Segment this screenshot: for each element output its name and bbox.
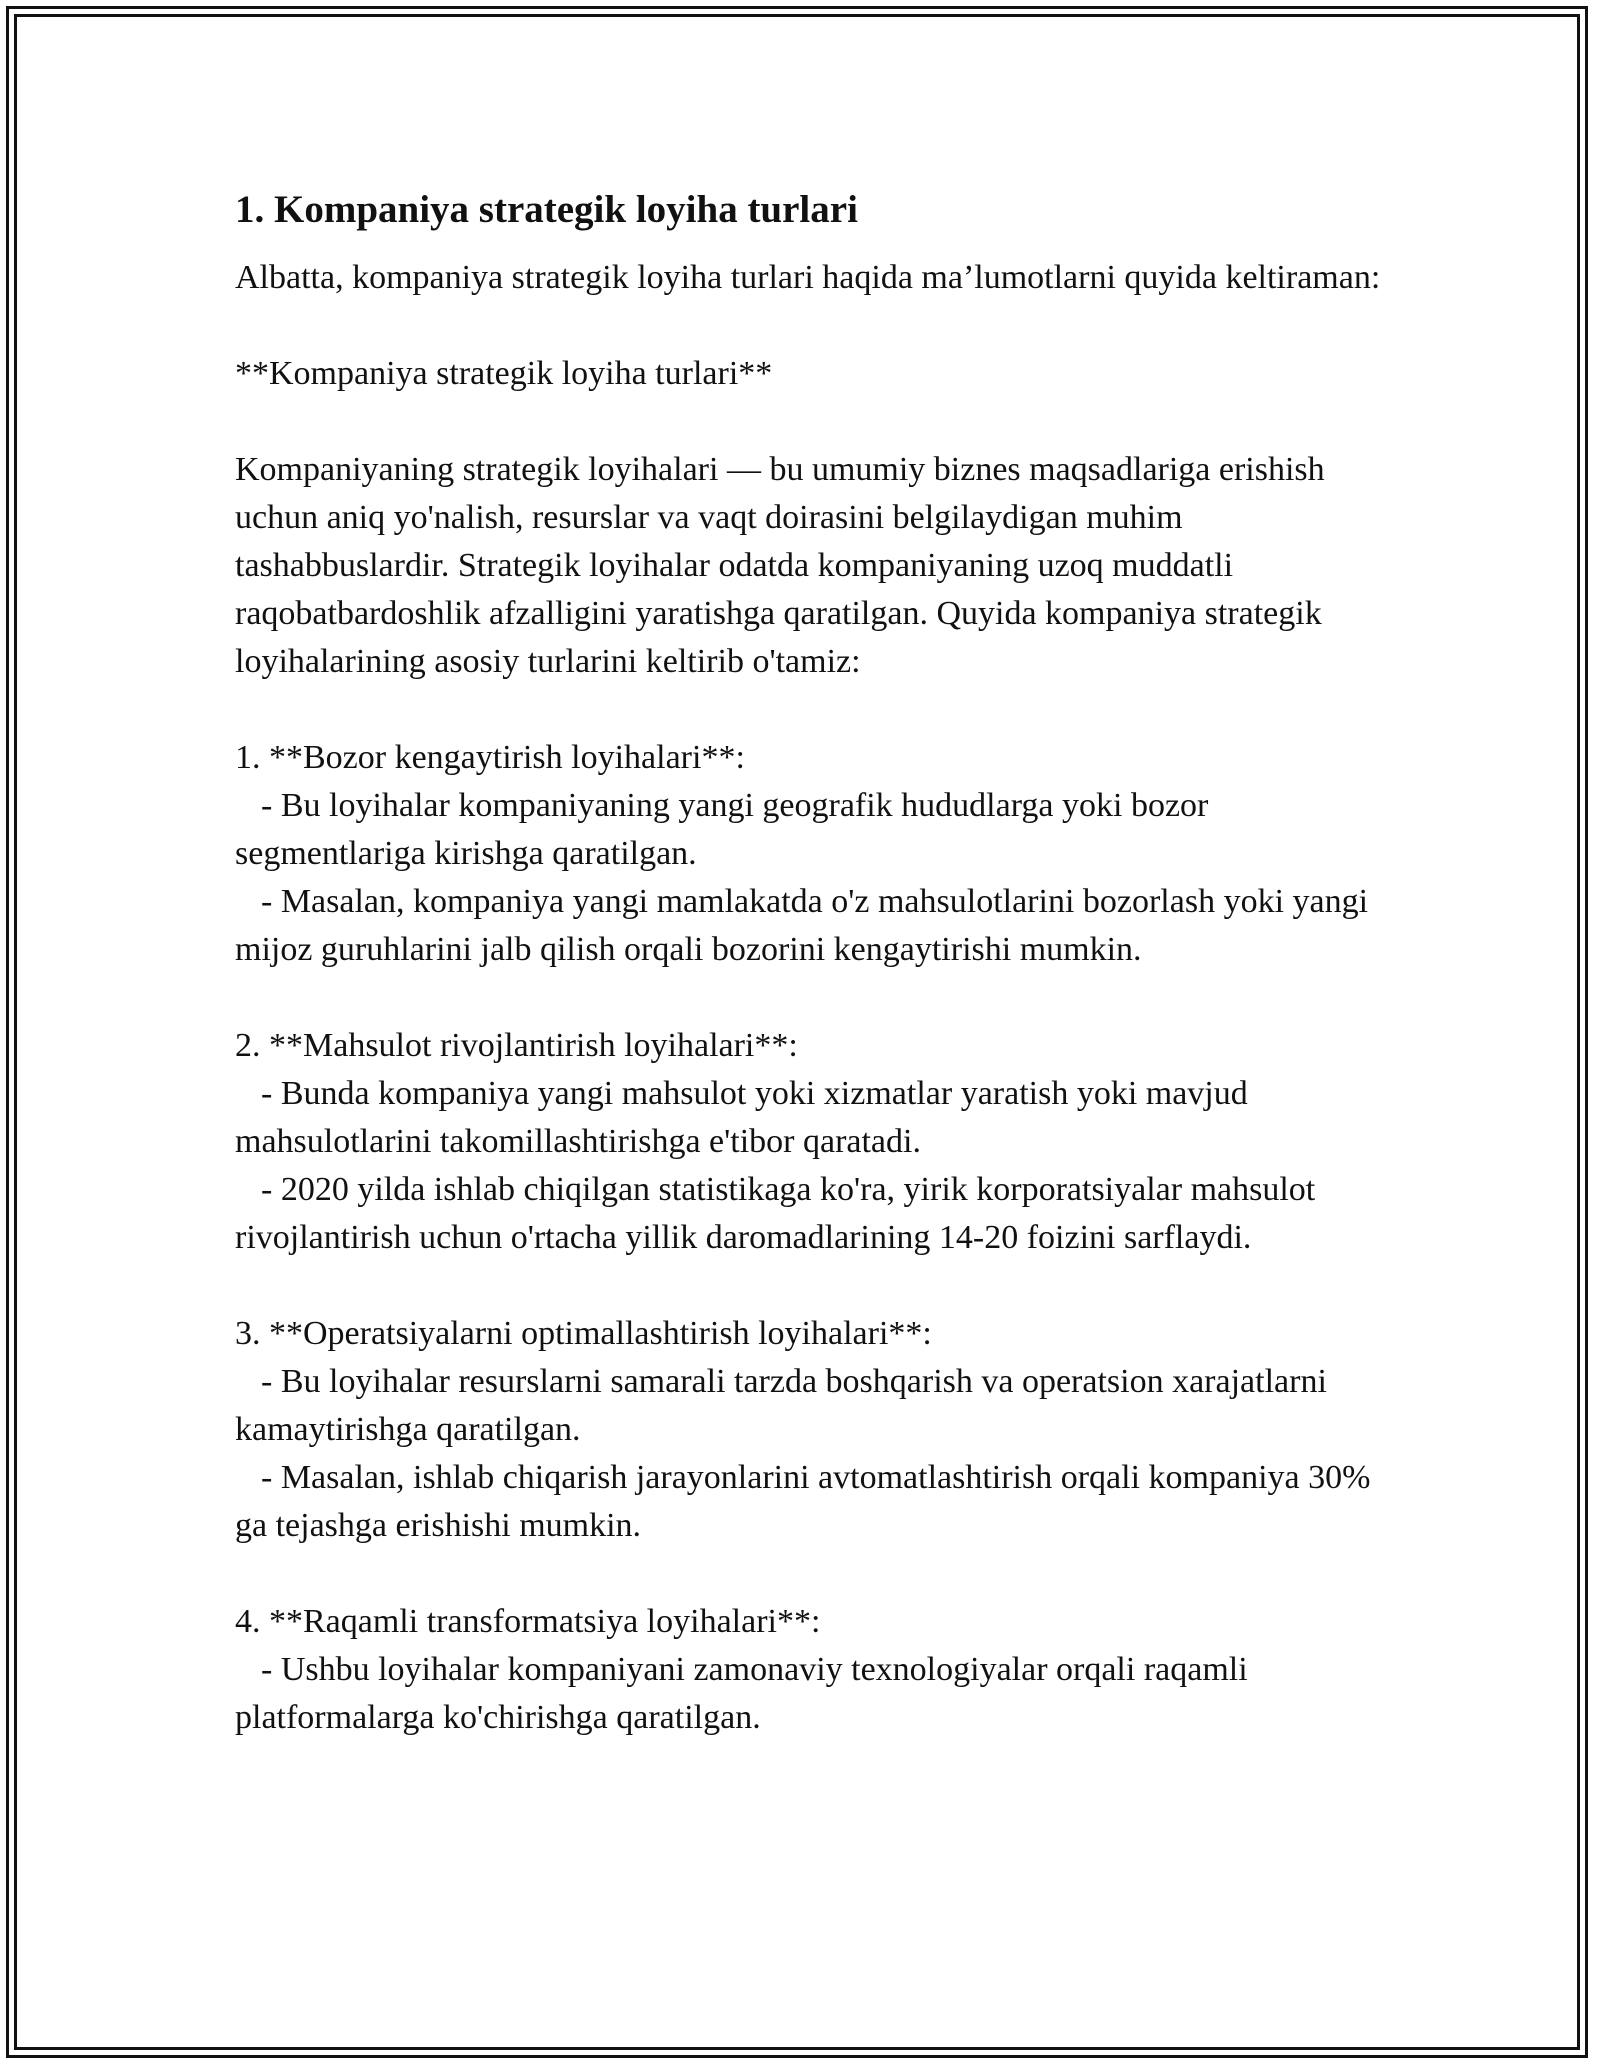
list-item-heading: 2. **Mahsulot rivojlantirish loyihalari**: xyxy=(235,1027,798,1064)
document-body xyxy=(235,186,1395,1742)
intro-paragraph: Albatta, kompaniya strategik loyiha turlari haqida ma’lumotlarni quyida keltiraman: xyxy=(235,259,1381,296)
list-item-point: - 2020 yilda ishlab chiqilgan statistikaga ko'ra, yirik korporatsiyalar mahsulot rivojlantirish uchun o'rtacha yillik daromadlarining 14-20 foizini sarflaydi. xyxy=(235,1171,1316,1256)
overview-paragraph: Kompaniyaning strategik loyihalari — bu umumiy biznes maqsadlariga erishish uchun aniq yo'nalish, resurslar va vaqt doirasini belgilaydigan muhim tashabbuslardir. Strategik loyihalar odatda kompaniyaning uzoq muddatli raqobatbardoshlik afzalligini yaratishga qaratilgan. Quyida kompaniya strategik loyihalarining asosiy turlarini keltirib o'tamiz: xyxy=(235,451,1334,680)
list-item-product-development xyxy=(235,1022,1395,1262)
document-title: 1. Kompaniya strategik loyiha turlari xyxy=(235,188,858,231)
spacer xyxy=(235,398,1395,446)
spacer xyxy=(235,686,1395,734)
list-item-point: - Bunda kompaniya yangi mahsulot yoki xizmatlar yaratish yoki mavjud mahsulotlarini takomillashtirishga e'tibor qaratadi. xyxy=(235,1075,1248,1160)
list-item-heading: 4. **Raqamli transformatsiya loyihalari**: xyxy=(235,1603,821,1640)
spacer xyxy=(235,974,1395,1022)
list-item-operations-optimization xyxy=(235,1310,1395,1550)
list-item-point: - Ushbu loyihalar kompaniyani zamonaviy texnologiyalar orqali raqamli platformalarga ko'chirishga qaratilgan. xyxy=(235,1651,1248,1736)
spacer xyxy=(235,1550,1395,1598)
list-item-market-expansion xyxy=(235,734,1395,974)
list-item-digital-transformation xyxy=(235,1598,1395,1742)
list-item-heading: 3. **Operatsiyalarni optimallashtirish loyihalari**: xyxy=(235,1315,932,1352)
section-subtitle: **Kompaniya strategik loyiha turlari** xyxy=(235,355,773,392)
list-item-point: - Masalan, kompaniya yangi mamlakatda o'z mahsulotlarini bozorlash yoki yangi mijoz guruhlarini jalb qilish orqali bozorini kengaytirishi mumkin. xyxy=(235,883,1369,968)
list-item-point: - Bu loyihalar kompaniyaning yangi geografik hududlarga yoki bozor segmentlariga kirishga qaratilgan. xyxy=(235,787,1209,872)
list-item-heading: 1. **Bozor kengaytirish loyihalari**: xyxy=(235,739,745,776)
spacer xyxy=(235,1262,1395,1310)
list-item-point: - Masalan, ishlab chiqarish jarayonlarini avtomatlashtirish orqali kompaniya 30% ga tejashga erishishi mumkin. xyxy=(235,1459,1371,1544)
spacer xyxy=(235,302,1395,350)
list-item-point: - Bu loyihalar resurslarni samarali tarzda boshqarish va operatsion xarajatlarni kamaytirishga qaratilgan. xyxy=(235,1363,1327,1448)
